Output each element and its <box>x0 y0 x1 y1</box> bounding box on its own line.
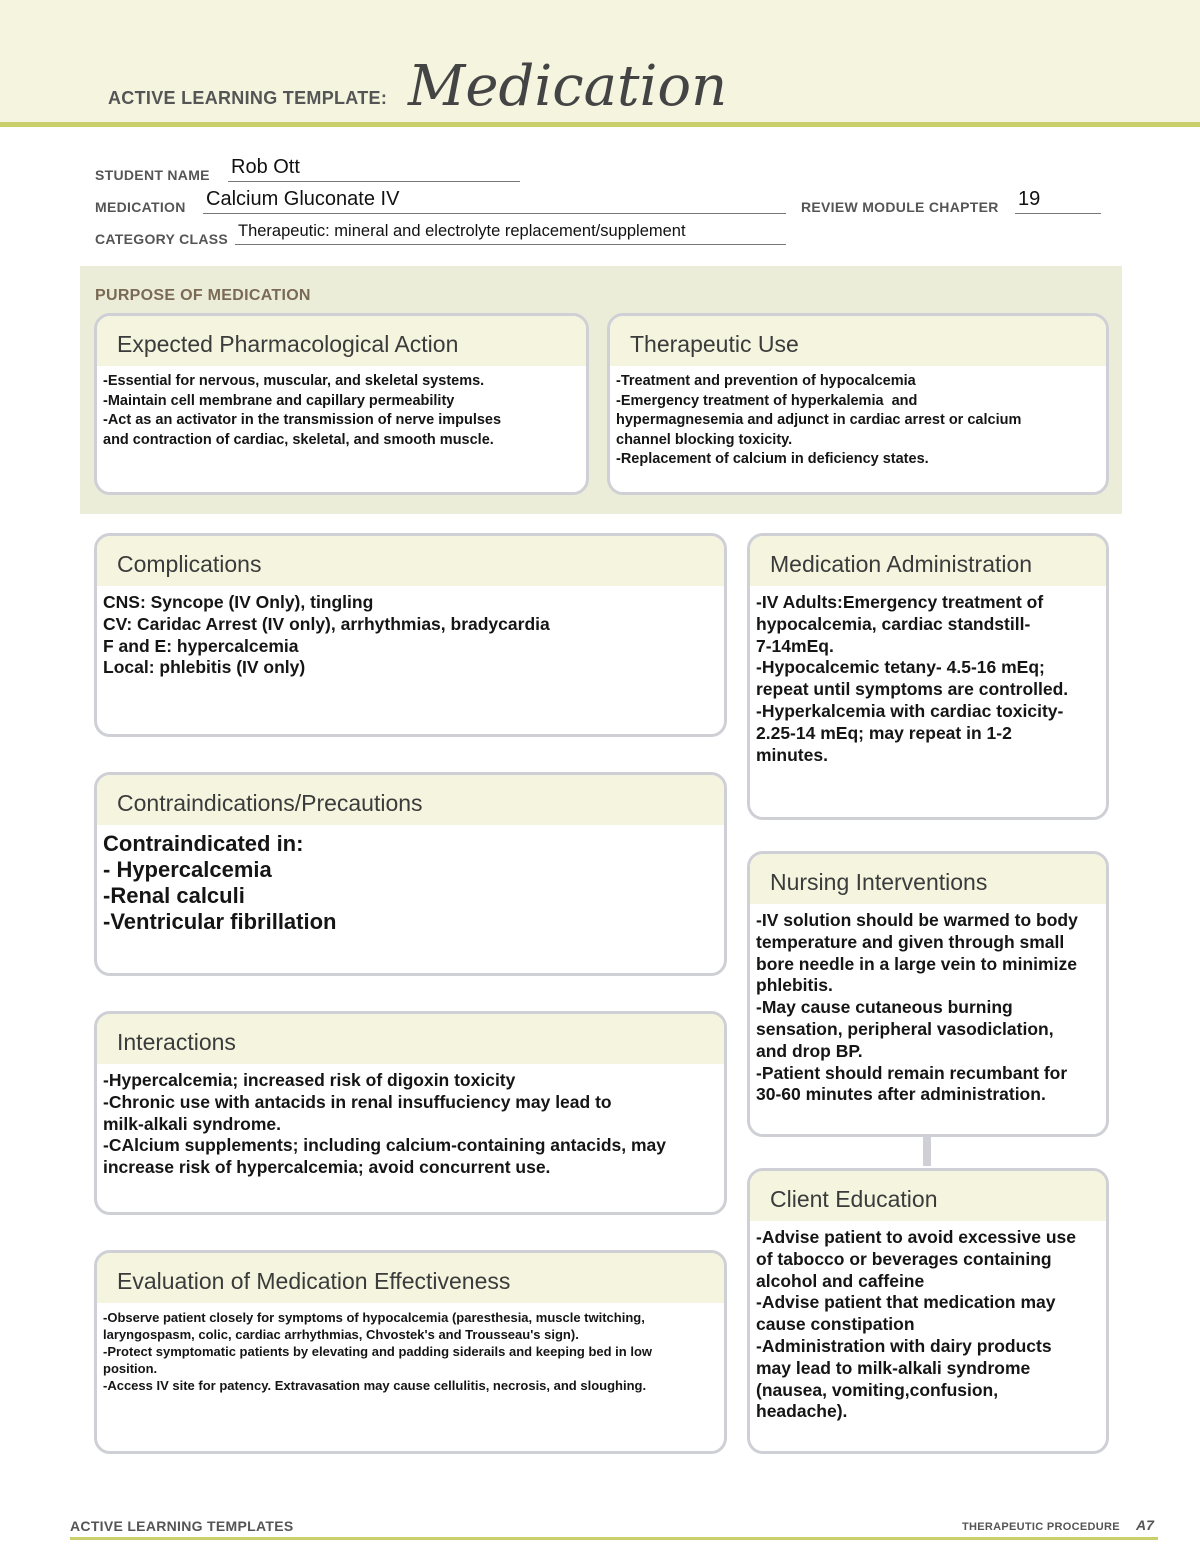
evaluation-body[interactable]: -Observe patient closely for symptoms of hypocalcemia (paresthesia, muscle twitching, laryngospasm, colic, cardiac arrhythmias, Chvostek's and Trousseau's sign). -Protect symptomatic patients by elevating and padding siderails and keeping bed in low position. -Access IV site for patency. Extravasation may cause cellulitis, necrosis, and sloughing. <box>103 1310 652 1393</box>
category-field[interactable]: Therapeutic: mineral and electrolyte replacement/supplement <box>238 222 686 240</box>
box-connector <box>923 1136 931 1166</box>
client-ed-box <box>747 1168 1109 1454</box>
header-rule <box>0 122 1200 127</box>
pharm-action-body[interactable]: -Essential for nervous, muscular, and skeletal systems. -Maintain cell membrane and capillary permeability -Act as an activator in the transmission of nerve impulses and contraction of cardiac, skeletal, and smooth muscle. <box>103 373 502 448</box>
therapeutic-use-body[interactable]: -Treatment and prevention of hypocalcemia -Emergency treatment of hyperkalemia and hypermagnesemia and adjunct in cardiac arrest or calcium channel blocking toxicity. -Replacement of calcium in deficiency states. <box>616 373 1022 467</box>
footer-left-label: ACTIVE LEARNING TEMPLATES <box>70 1518 294 1534</box>
interactions-title: Interactions <box>97 1014 724 1064</box>
therapeutic-use-box <box>607 313 1109 495</box>
template-label: ACTIVE LEARNING TEMPLATE: <box>108 88 388 108</box>
medication-field[interactable]: Calcium Gluconate IV <box>206 188 400 210</box>
medication-line <box>203 213 786 214</box>
complications-title: Complications <box>97 536 724 586</box>
footer-rule <box>70 1537 1158 1540</box>
footer-right-label: THERAPEUTIC PROCEDURE <box>962 1521 1120 1533</box>
pharm-action-box <box>94 313 589 495</box>
student-name-label: STUDENT NAME <box>95 167 210 183</box>
evaluation-box <box>94 1250 727 1454</box>
med-admin-title: Medication Administration <box>750 536 1106 586</box>
category-label: CATEGORY CLASS <box>95 231 229 247</box>
therapeutic-use-title: Therapeutic Use <box>610 316 1106 366</box>
interactions-body[interactable]: -Hypercalcemia; increased risk of digoxin toxicity -Chronic use with antacids in renal insuffuciency may lead to milk-alkali syndrome. -CAlcium supplements; including calcium-containing antacids, may increase risk of hypercalcemia; avoid concurrent use. <box>103 1070 667 1178</box>
page-title: Medication <box>408 54 728 119</box>
client-ed-body[interactable]: -Advise patient to avoid excessive use of tabocco or beverages containing alcohol and caffeine -Advise patient that medication may cause constipation -Administration with dairy products may lead to milk-alkali syndrome (nausea, vomiting,confusion, headache). <box>756 1227 1076 1422</box>
student-name-line <box>228 181 520 182</box>
review-module-label: REVIEW MODULE CHAPTER <box>801 199 999 215</box>
interactions-box <box>94 1011 727 1215</box>
complications-box <box>94 533 727 737</box>
category-line <box>235 244 786 245</box>
page-number: A7 <box>1136 1517 1154 1533</box>
nursing-body[interactable]: -IV solution should be warmed to body temperature and given through small bore needle in a large vein to minimize phlebitis. -May cause cutaneous burning sensation, peripheral vasodiclation, and drop BP. -Patient should remain recumbant for 30-60 minutes after administration. <box>756 910 1078 1105</box>
med-admin-box <box>747 533 1109 820</box>
student-name-field[interactable]: Rob Ott <box>231 156 300 178</box>
contraindications-box <box>94 772 727 976</box>
contraindications-title: Contraindications/Precautions <box>97 775 724 825</box>
complications-body[interactable]: CNS: Syncope (IV Only), tingling CV: Caridac Arrest (IV only), arrhythmias, bradycardia F and E: hypercalcemia Local: phlebitis (IV only) <box>103 592 550 678</box>
contraindications-body[interactable]: Contraindicated in: - Hypercalcemia -Renal calculi -Ventricular fibrillation <box>103 831 337 934</box>
purpose-label: PURPOSE OF MEDICATION <box>95 287 311 304</box>
nursing-title: Nursing Interventions <box>750 854 1106 904</box>
medication-label: MEDICATION <box>95 199 186 215</box>
client-ed-title: Client Education <box>750 1171 1106 1221</box>
med-admin-body[interactable]: -IV Adults:Emergency treatment of hypocalcemia, cardiac standstill- 7-14mEq. -Hypocalcemic tetany- 4.5-16 mEq; repeat until symptoms are controlled. -Hyperkalcemia with cardiac toxicity- 2.25-14 mEq; may repeat in 1-2 minutes. <box>756 592 1069 765</box>
evaluation-title: Evaluation of Medication Effectiveness <box>97 1253 724 1303</box>
nursing-box <box>747 851 1109 1137</box>
review-module-line <box>1015 213 1101 214</box>
review-module-field[interactable]: 19 <box>1018 188 1041 210</box>
pharm-action-title: Expected Pharmacological Action <box>97 316 586 366</box>
